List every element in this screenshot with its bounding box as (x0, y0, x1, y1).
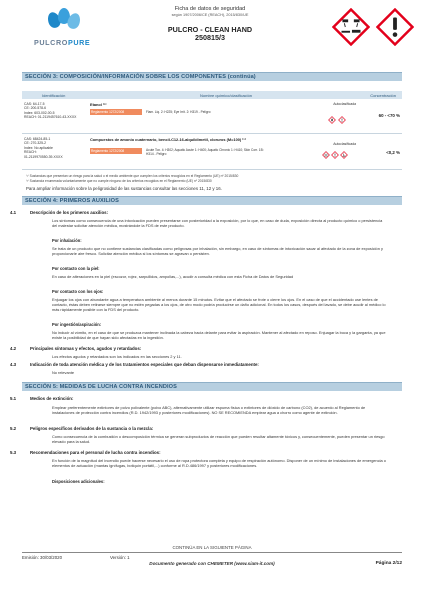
hazard-classification: Acute Tox. 4: H302; Aquatic Acute 1: H400; Aquatic Chronic 1: H410; Skin Corr. 1B: H314 - Peligro (146, 147, 264, 156)
item-title: Indicación de toda atención médica y de los tratamientos especiales que deban dispensarse inmediatamente: (30, 362, 259, 367)
flame-icon (328, 116, 336, 124)
regulation-badge: Reglamento 1272/2008 (90, 148, 142, 154)
footer-divider (22, 552, 402, 553)
identifiers: CAS: 64-17-5 CE: 200-578-6 Index: 603-002-00-5 REACH: 01-2119457610-43-XXXX (24, 102, 77, 120)
identifiers: CAS: 68424-85-1 CE: 270-325-2 Index: No aplicable REACH: 01-2119970550-39-XXXX (24, 137, 63, 159)
section3-header: SECCIÓN 3: COMPOSICIÓN/INFORMACIÓN SOBRE LOS COMPONENTES (continúa) (22, 72, 402, 81)
page-number: Página 2/12 (375, 561, 402, 566)
classification-tag: Autoclasificada (333, 142, 356, 146)
item-number: 5.3 (10, 450, 17, 455)
regulation-badge: Reglamento 1272/2008 (90, 109, 142, 115)
ghs07-exclamation-icon (376, 8, 414, 46)
subheading-skin: Por contacto con la piel: (52, 266, 100, 271)
paragraph: Los efectos agudos y retardados son los indicados en las secciones 2 y 11. (52, 354, 182, 359)
substance-name: Etanol ⁽¹⁾ (90, 102, 107, 107)
exclamation-icon (338, 116, 346, 124)
section4-header: SECCIÓN 4: PRIMEROS AUXILIOS (22, 196, 402, 205)
paragraph: Emplear preferentemente extintores de polvo polivalente (polvo ABC), alternativamente utilizar espuma física o extintores de dióxido de carbono (CO2), de acuerdo al Reglamento de instalaciones de protección contra incendios (R.D. 1942/1993 y posteriores modificaciones). NO SE RECOMIENDA emplear agua a chorro como agente de extinción. (52, 405, 366, 416)
section5-header: SECCIÓN 5: MEDIDAS DE LUCHA CONTRA INCENDIOS (22, 382, 402, 391)
item-number: 4.3 (10, 362, 17, 367)
paragraph: Como consecuencia de la combustión o descomposición térmica se generan subproductos de reacción que pueden resultar altamente tóxicos y, consecuentemente, pueden presentar un riesgo elevado para la salud. (52, 434, 385, 445)
section3-note: Para ampliar información sobre la peligrosidad de las sustancias consultar las secciones 11, 12 y 16. (26, 186, 222, 191)
paragraph: En función de la magnitud del incendio puede hacerse necesario el uso de ropa protectora completa y equipo de respiración autónomo. Disponer de un mínimo de instalaciones de emergencia o elementos de actuación (mantas ignífugas, botiquín portátil,...) conforme al R.D.486/1997 y posteriores modificaciones. (52, 458, 386, 469)
paragraph: Enjuagar los ojos con abundante agua a temperatura ambiente al menos durante 15 minutos. Evitar que el afectado se frote o cierre los ojos. En el caso de que el accidentado use lentes de contacto, éstas deben retirarse siempre que no estén pegadas a los ojos, de otro modo podría producirse un daño adicional. En todos los casos, después del lavado, se debe acudir al médico lo más rápidamente posible con la FDS del producto. (52, 297, 386, 313)
concentration: 60 - <70 % (378, 113, 400, 118)
subheading-inhalation: Por inhalación: (52, 238, 82, 243)
paragraph: No inducir al vómito, en el caso de que se produzca mantener inclinada la cabeza hacia delante para evitar la aspiración. Mantener al afectado en reposo. Enjuagar la boca y la garganta, ya que existe la posibilidad de que hayan sido afectadas en la ingestión. (52, 330, 386, 341)
brand-name: PULCROPURE (34, 38, 91, 47)
continue-note: CONTINÚA EN LA SIGUIENTE PÁGINA (172, 545, 252, 550)
hazard-classification: Flam. Liq. 2: H225; Eye Irrit. 2: H319 - Peligro (146, 109, 211, 114)
subheading-additional: Disposiciones adicionales: (52, 479, 105, 484)
item-title: Recomendaciones para el personal de lucha contra incendios: (30, 450, 161, 455)
item-number: 5.2 (10, 426, 17, 431)
item-title: Peligros específicos derivados de la sustancia o la mezcla: (30, 426, 154, 431)
generator-note: Documento generado con CHEMETER (www.siam-it.com) (149, 561, 275, 566)
item-number: 5.1 (10, 396, 17, 401)
pulcro-pure-logo (34, 8, 94, 54)
paragraph: En caso de alteraciones en la piel (escozor, rojez, sarpullidos, ampollas,...), acudir a consulta médica con esta Ficha de Datos de Seguridad (52, 274, 294, 279)
item-number: 4.1 (10, 210, 17, 215)
version: Versión: 1 (110, 555, 130, 560)
exclamation-icon (331, 151, 339, 159)
corrosion-icon (322, 151, 330, 159)
emission-date: Emisión: 30/03/2020 (22, 555, 63, 560)
table-row (22, 135, 402, 170)
regulation-text: según 1907/2006/CE (REACH), 2015/830/UE (171, 12, 249, 17)
substance-name: Compuestos de amonio cuaternario, bencil-C12-16-alquildimetil, cloruros (M=100) ⁽¹⁾ (90, 137, 246, 142)
paragraph: Los síntomas como consecuencia de una intoxicación pueden presentarse con posterioridad a la exposición, por lo que, en caso de duda, exposición directa al producto químico o persistencia del malestar solicitar atención médica, mostrándole la FDS de este producto. (52, 218, 383, 229)
item-number: 4.2 (10, 346, 17, 351)
product-code: 250815/3 (195, 32, 225, 42)
drops-logo-icon (48, 8, 78, 36)
item-title: Principales síntomas y efectos, agudos y retardados: (30, 346, 142, 351)
paragraph: No relevante (52, 370, 75, 375)
footnote-2: ⁽²⁾ Sustancia enumerada voluntariamente que no cumple ninguno de los criterios recogidos en el Reglamento (UE) nº 2015/830 (26, 178, 212, 183)
item-title: Medios de extinción: (30, 396, 74, 401)
ghs05-corrosion-icon (332, 8, 370, 46)
subheading-eyes: Por contacto con los ojos: (52, 289, 104, 294)
product-name: PULCRO - CLEAN HAND (167, 24, 253, 34)
item-title: Descripción de los primeros auxilios: (30, 210, 109, 215)
header-center (110, 6, 310, 42)
footnote-1: ⁽¹⁾ Sustancias que presentan un riesgo para la salud o el medio ambiente que cumplen los criterios recogidos en el Reglamento (UE) nº 2015/830 (26, 174, 239, 178)
classification-tag: Autoclasificada (333, 102, 356, 106)
doc-title: Ficha de datos de seguridad (174, 6, 246, 12)
table-row (22, 100, 402, 134)
paragraph: Se trata de un producto que no contiene sustancias clasificadas como peligrosas por inhalación, sin embargo, en caso de síntomas de intoxicación sacar al afectado de la zona de exposición y proporcionarle aire fresco. Solicitar atención médica si los síntomas se agravan o persisten. (52, 246, 383, 257)
subheading-ingestion: Por ingestión/aspiración: (52, 322, 102, 327)
composition-table-header: Identificación Nombre químico/clasificación Concentración (22, 91, 402, 99)
concentration: <0,2 % (386, 150, 400, 155)
hazard-pictograms (332, 8, 420, 48)
environment-icon (340, 151, 348, 159)
